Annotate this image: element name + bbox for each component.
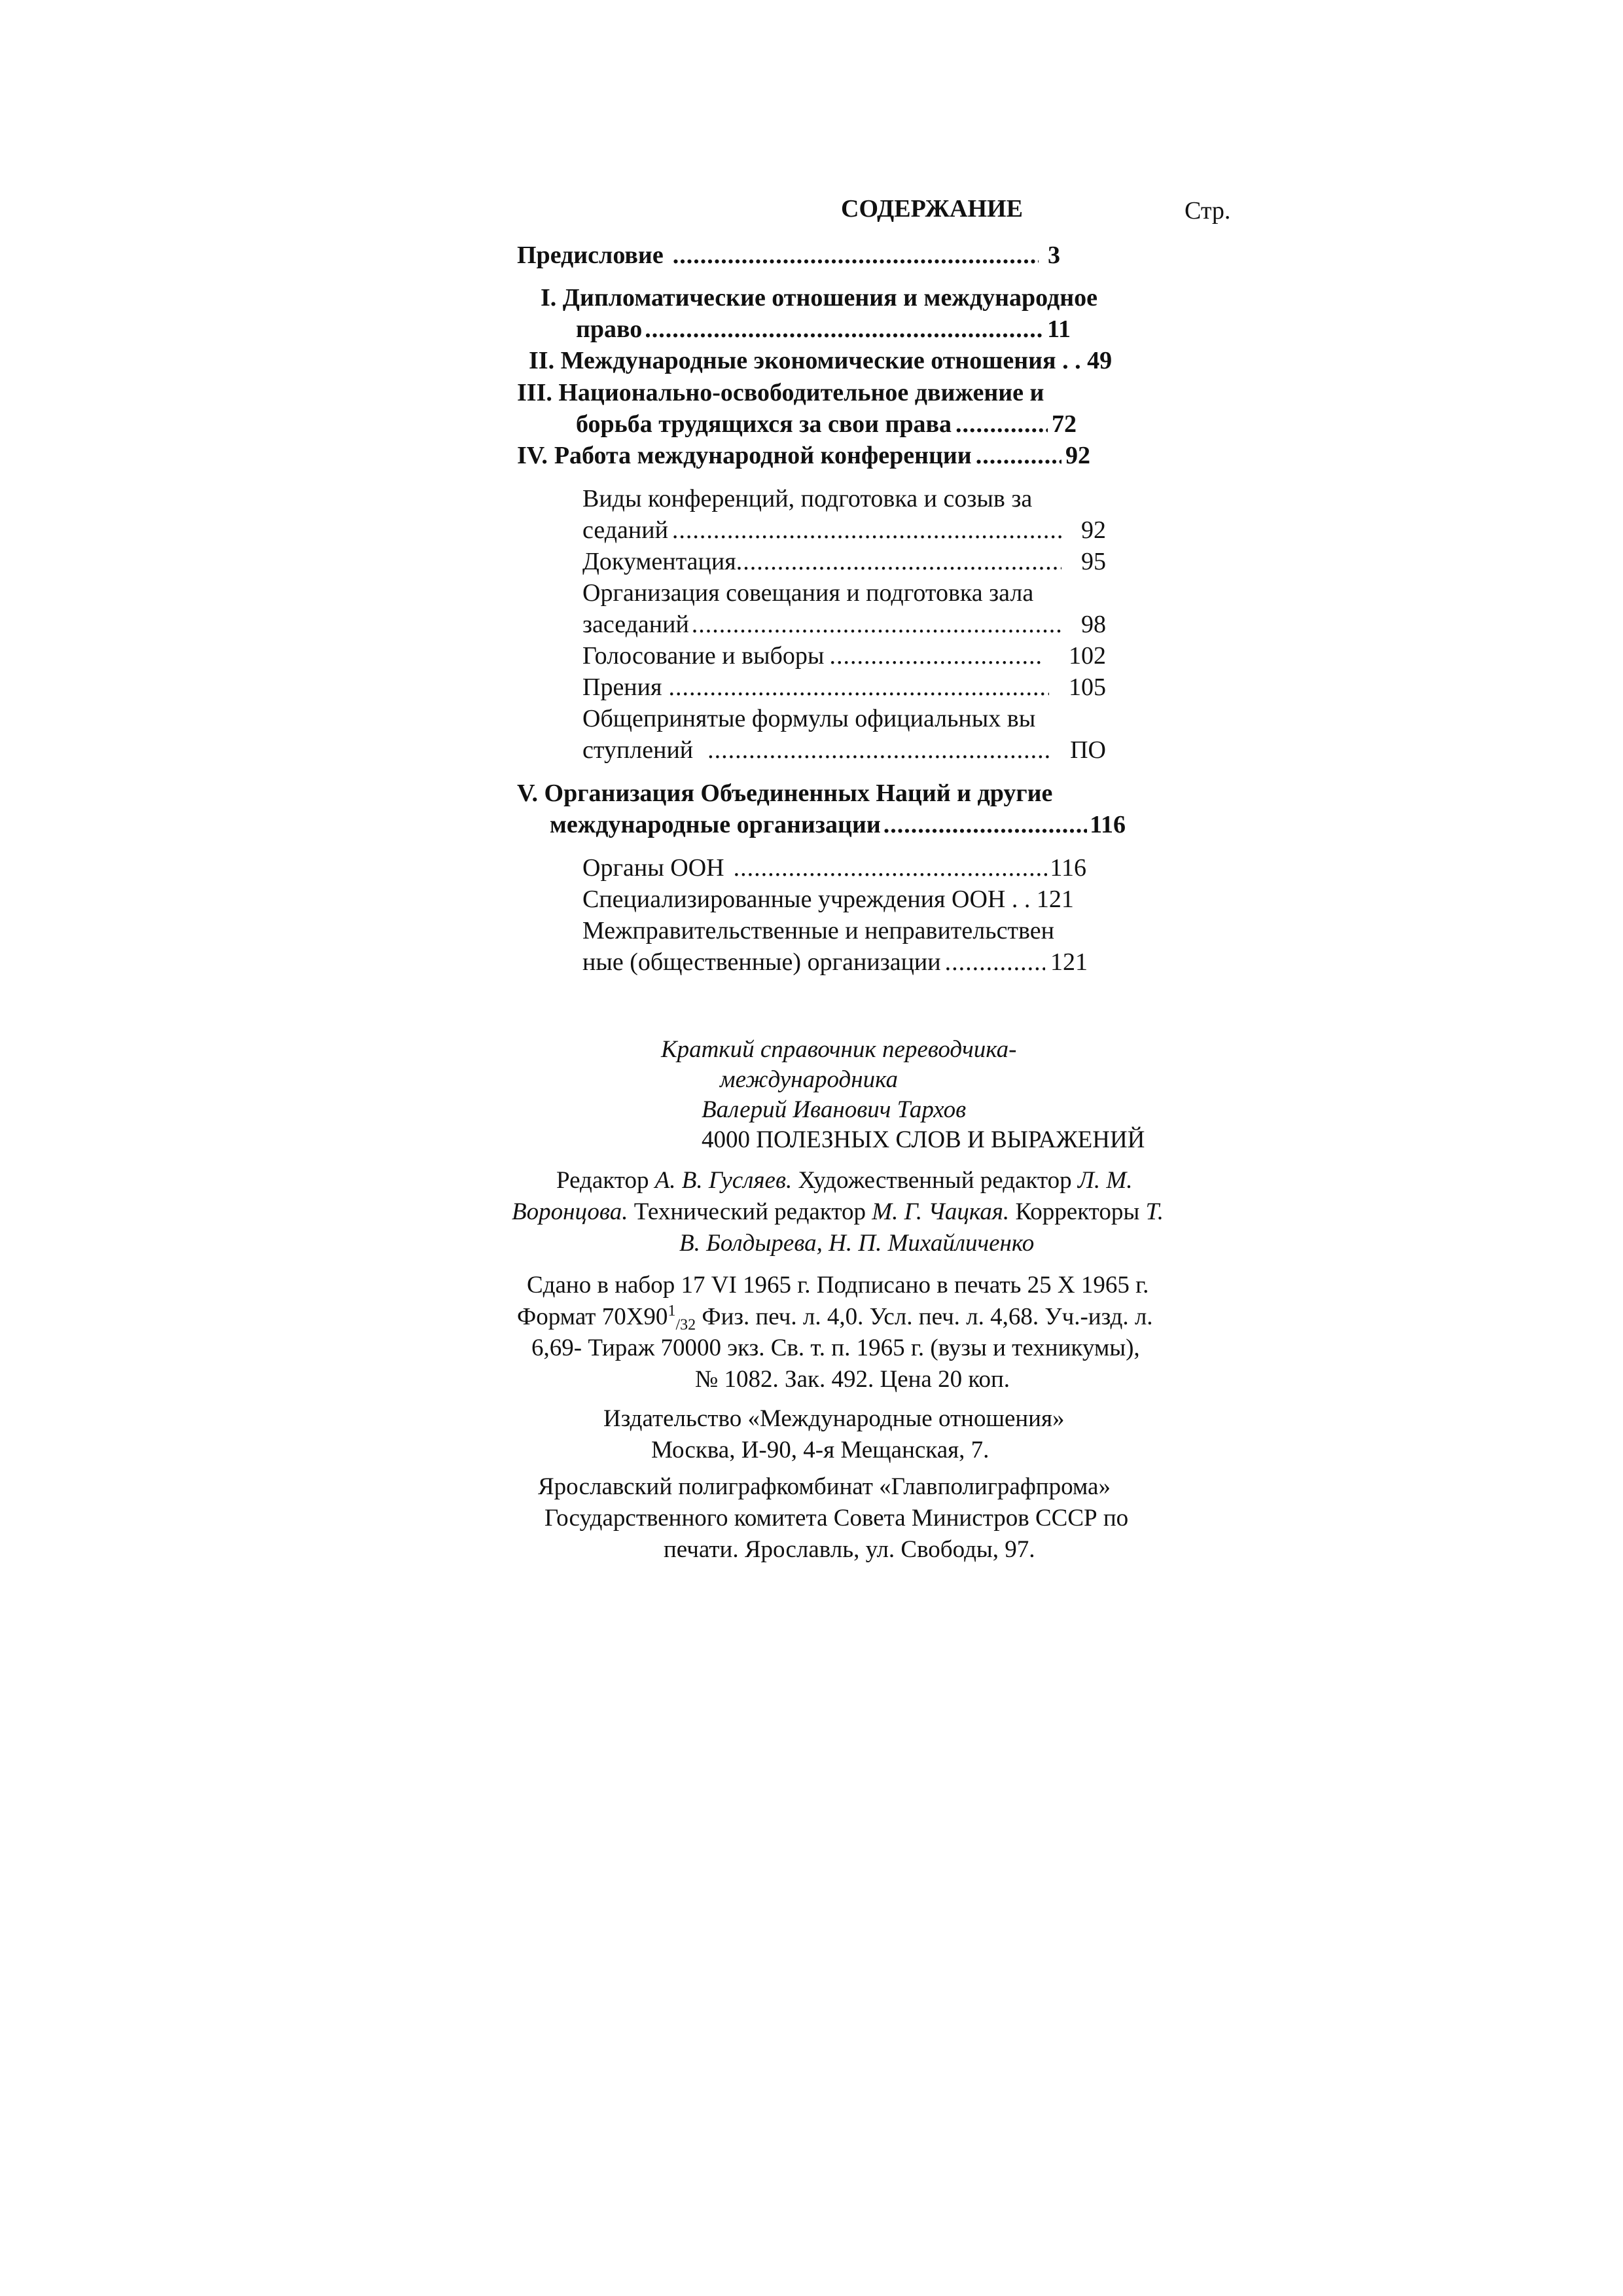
toc-subitem: [582, 885, 1074, 914]
toc-subitem-page: 95: [1081, 548, 1106, 575]
book-subtitle-line1: Краткий справочник переводчика-: [661, 1036, 1017, 1063]
art-editor-label: Художественный редактор: [798, 1167, 1072, 1194]
format-sub: /32: [675, 1316, 696, 1334]
printing-plant-line1: Ярославский полиграфкомбинат «Главполиграфпрома»: [538, 1473, 1111, 1500]
toc-leader: . .: [1011, 886, 1037, 913]
toc-subitem-label: Голосование и выборы: [582, 642, 825, 670]
toc-subitem-label: заседаний: [582, 611, 689, 638]
section-title-line1: Национально-освободительное движение и: [558, 379, 1044, 406]
toc-leader: . .: [1062, 347, 1088, 374]
toc-entry-page: 72: [1052, 410, 1077, 438]
toc-leader: [945, 948, 1045, 977]
book-author: Валерий Иванович Тархов: [702, 1096, 967, 1123]
page-column-label: Стр.: [1185, 197, 1231, 224]
publisher-line1: Издательство «Международные отношения»: [603, 1405, 1065, 1432]
format-label: Формат 70X90: [517, 1303, 668, 1331]
print-info-line3: 6,69- Тираж 70000 экз. Св. т. п. 1965 г. (вузы и техникумы),: [531, 1335, 1140, 1361]
toc-subitem-line: Организация совещания и подготовка зала: [582, 579, 1034, 607]
book-subtitle-line2: международника: [720, 1066, 899, 1093]
section-title-line1: Организация Объединенных Наций и другие: [544, 780, 1053, 807]
toc-leader: [976, 441, 1061, 470]
toc-section-5-cont: [550, 810, 1126, 839]
toc-subitem-label: седаний: [582, 516, 668, 544]
toc-leader: [645, 315, 1044, 344]
toc-subitem-page: ПО: [1070, 736, 1106, 764]
toc-subitem: [582, 547, 1106, 576]
toc-leader: [672, 516, 1061, 545]
toc-section-3: [517, 378, 1044, 407]
toc-subitem-page: 121: [1036, 886, 1074, 913]
toc-section-5: [517, 779, 1052, 808]
toc-leader: [955, 410, 1048, 439]
toc-section-1: [541, 283, 1097, 312]
toc-subitem-label: Специализированные учреждения ООН: [582, 886, 1006, 913]
toc-subitem: [582, 516, 1106, 545]
toc-entry-preface: [517, 241, 1060, 270]
section-number: IV.: [517, 442, 548, 469]
editors-line2: [512, 1198, 1164, 1226]
publisher-line2: Москва, И-90, 4-я Мещанская, 7.: [651, 1437, 990, 1463]
toc-subitem-line: Виды конференций, подготовка и созыв за: [582, 485, 1033, 512]
section-title: Международные экономические отношения: [560, 347, 1056, 374]
book-title: 4000 ПОЛЕЗНЫХ СЛОВ И ВЫРАЖЕНИЙ: [702, 1126, 1145, 1153]
print-info-line4: № 1082. Зак. 492. Цена 20 коп.: [695, 1366, 1010, 1393]
toc-subitem-page: 121: [1050, 948, 1088, 976]
toc-subitem-line: Общепринятые формулы официальных вы: [582, 705, 1036, 732]
toc-subitem-page: 98: [1081, 611, 1106, 638]
toc-subitem-page: 102: [1069, 642, 1106, 670]
toc-section-2: [529, 346, 1112, 375]
format-sup: 1: [668, 1302, 676, 1319]
section-title-line2: право: [576, 315, 643, 343]
toc-leader: [736, 547, 1061, 576]
toc-entry-page: 116: [1090, 811, 1126, 838]
toc-subitem-label: ные (общественные) организации: [582, 948, 941, 976]
toc-title: СОДЕРЖАНИЕ: [841, 195, 1023, 223]
toc-subitem: [582, 853, 1086, 882]
printing-plant-line2: Государственного комитета Совета Министров СССР по: [544, 1505, 1129, 1532]
toc-entry-page: 3: [1048, 242, 1060, 269]
editor-name: А. В. Гусляев.: [654, 1167, 793, 1194]
toc-subitem: [582, 736, 1106, 764]
section-number: III.: [517, 379, 552, 406]
section-title-line2: международные организации: [550, 811, 881, 838]
art-editor-surname: Воронцова.: [512, 1198, 628, 1225]
toc-leader: [707, 736, 1050, 764]
editor-label: Редактор: [556, 1167, 649, 1194]
toc-leader: [883, 810, 1087, 839]
toc-subitem-label: Прения: [582, 673, 662, 701]
print-info-line2: [517, 1302, 1153, 1335]
toc-leader: [692, 610, 1061, 639]
section-title-line2: борьба трудящихся за свои права: [576, 410, 952, 438]
toc-subitem: [582, 948, 1088, 977]
toc-subitem-line: Межправительственные и неправительствен: [582, 917, 1054, 944]
tech-editor-label: Технический редактор: [633, 1198, 866, 1225]
sheets-info: Физ. печ. л. 4,0. Усл. печ. л. 4,68. Уч.-изд. л.: [696, 1303, 1153, 1331]
toc-section-3-cont: [576, 410, 1077, 439]
toc-subitem-page: 105: [1069, 673, 1106, 701]
section-number: I.: [541, 284, 557, 312]
toc-entry-label: Предисловие: [517, 242, 664, 269]
tech-editor-name: М. Г. Чацкая.: [872, 1198, 1010, 1225]
editors-line1: [556, 1166, 1133, 1194]
section-title-line1: Дипломатические отношения и международное: [562, 284, 1098, 312]
proofreaders-label: Корректоры: [1015, 1198, 1140, 1225]
toc-subitem-label: Органы ООН: [582, 854, 724, 882]
section-number: V.: [517, 780, 539, 807]
section-number: II.: [529, 347, 555, 374]
toc-entry-page: 92: [1065, 442, 1090, 469]
toc-entry-page: 11: [1047, 315, 1071, 343]
toc-leader: [734, 853, 1048, 882]
printing-plant-line3: печати. Ярославль, ул. Свободы, 97.: [664, 1536, 1035, 1563]
toc-subitem: [582, 673, 1106, 702]
toc-subitem-label: Документация: [582, 548, 736, 575]
toc-subitem: [582, 641, 1106, 670]
section-title: Работа международной конференции: [554, 442, 972, 469]
toc-entry-page: 49: [1087, 347, 1113, 374]
print-info-line1: Сдано в набор 17 VI 1965 г. Подписано в печать 25 X 1965 г.: [527, 1272, 1149, 1299]
toc-section-1-cont: [576, 315, 1071, 344]
toc-subitem-page: 116: [1050, 854, 1086, 882]
toc-section-4: [517, 441, 1090, 470]
toc-subitem-label: ступлений: [582, 736, 694, 764]
proofreader-initial: Т.: [1145, 1198, 1164, 1225]
toc-leader: [668, 673, 1049, 702]
proofreaders-names: В. Болдырева, Н. П. Михайличенко: [679, 1230, 1035, 1257]
toc-leader: [829, 641, 1043, 670]
toc-subitem: [582, 610, 1106, 639]
toc-subitem-page: 92: [1081, 516, 1106, 544]
toc-leader: [673, 241, 1039, 270]
art-editor-name: Л. М.: [1077, 1167, 1133, 1194]
